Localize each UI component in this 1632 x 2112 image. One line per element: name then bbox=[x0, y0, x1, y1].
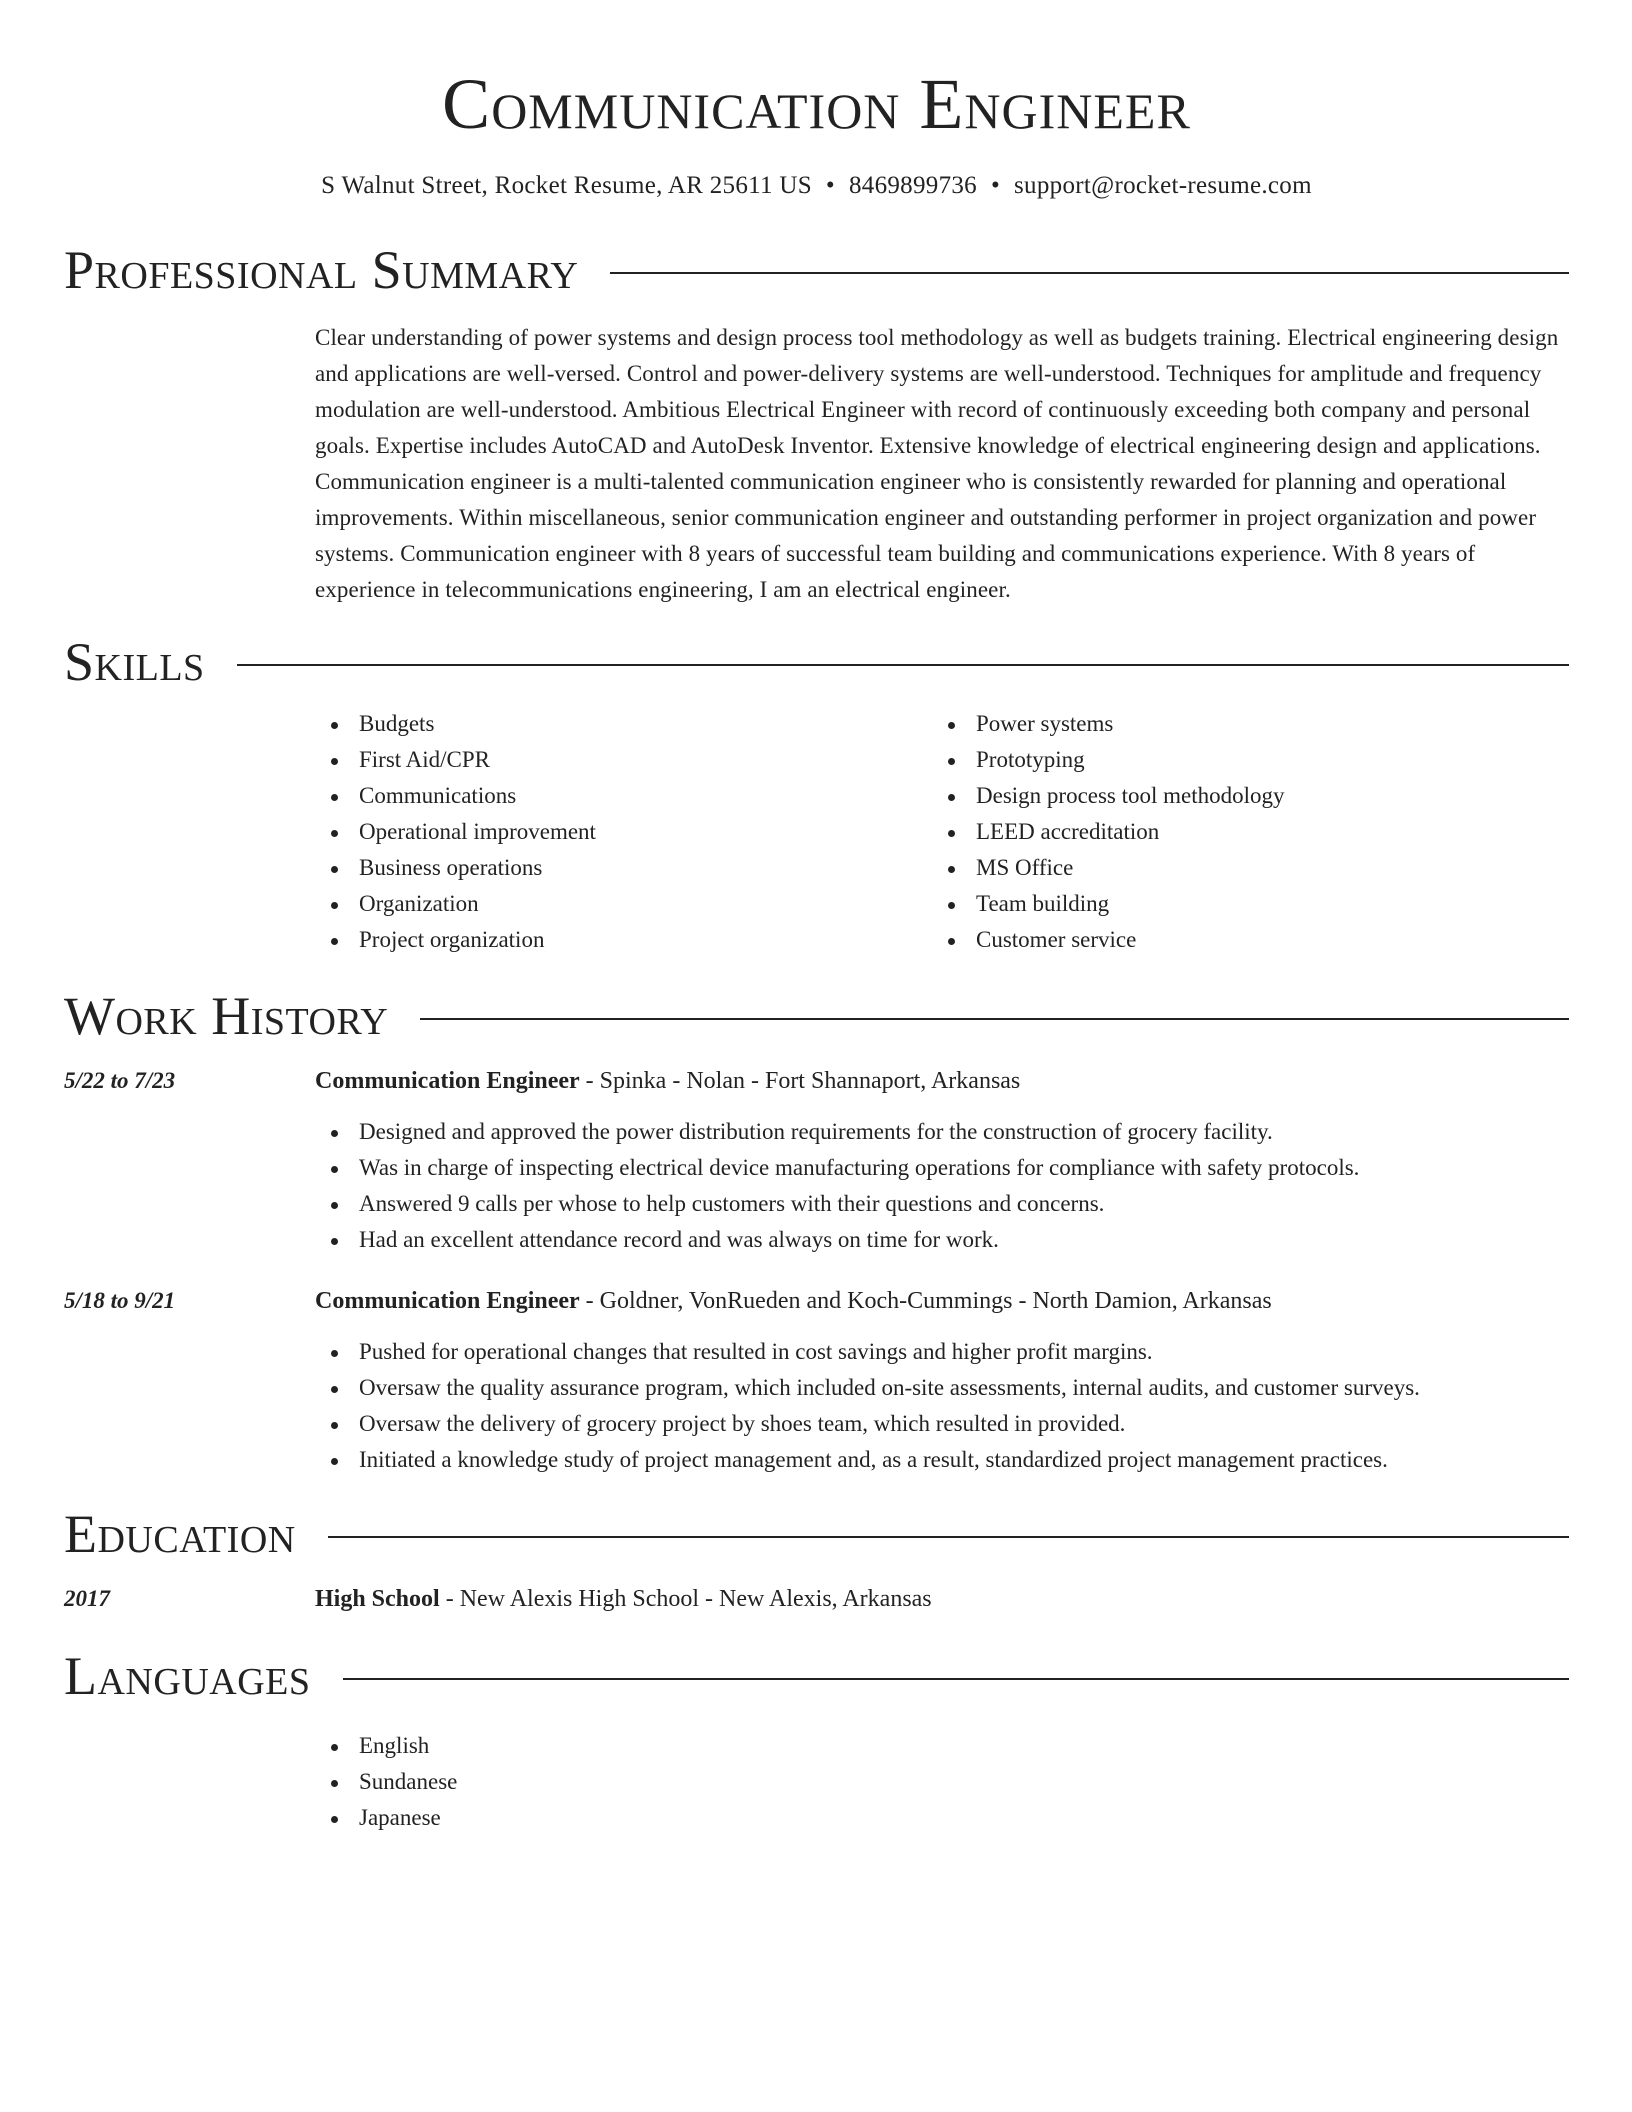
job-title-line bbox=[315, 1284, 1272, 1318]
job-role: Communication Engineer bbox=[315, 1288, 580, 1314]
job-bullet: Was in charge of inspecting electrical device manufacturing operations for compliance with safety protocols. bbox=[315, 1150, 1569, 1186]
skill-item: Power systems bbox=[932, 706, 1549, 742]
job-bullet: Answered 9 calls per whose to help customers with their questions and concerns. bbox=[315, 1186, 1569, 1222]
language-item: English bbox=[315, 1728, 1569, 1764]
skill-item: Operational improvement bbox=[315, 814, 932, 850]
skill-item: MS Office bbox=[932, 850, 1549, 886]
job-entry bbox=[64, 1064, 1569, 1258]
skill-item: Team building bbox=[932, 886, 1549, 922]
job-details: - Spinka - Nolan - Fort Shannaport, Arkansas bbox=[579, 1068, 1021, 1094]
contact-separator: • bbox=[990, 172, 1001, 199]
education-details: - New Alexis High School - New Alexis, Arkansas bbox=[439, 1586, 932, 1612]
language-item: Sundanese bbox=[315, 1764, 1569, 1800]
contact-address: S Walnut Street, Rocket Resume, AR 25611 US bbox=[321, 172, 812, 199]
summary-heading: Professional Summary bbox=[64, 240, 579, 300]
skill-item: Organization bbox=[315, 886, 932, 922]
languages-heading: Languages bbox=[64, 1646, 311, 1706]
skill-item: Communications bbox=[315, 778, 932, 814]
skill-item: Budgets bbox=[315, 706, 932, 742]
section-divider bbox=[328, 1536, 1569, 1538]
languages-list bbox=[315, 1728, 1569, 1836]
education-section-header bbox=[64, 1504, 1569, 1564]
work-heading: Work History bbox=[64, 986, 389, 1046]
job-title-line bbox=[315, 1064, 1020, 1098]
education-heading: Education bbox=[64, 1504, 296, 1564]
contact-email: support@rocket-resume.com bbox=[1014, 172, 1312, 199]
education-year: 2017 bbox=[64, 1586, 110, 1611]
contact-separator: • bbox=[825, 172, 835, 199]
education-title-line bbox=[315, 1582, 932, 1616]
skill-item: Prototyping bbox=[932, 742, 1549, 778]
job-bullet: Initiated a knowledge study of project management and, as a result, standardized project management practices. bbox=[315, 1442, 1569, 1478]
skills-section-header bbox=[64, 632, 1569, 692]
job-role: Communication Engineer bbox=[315, 1068, 580, 1094]
summary-section-header bbox=[64, 240, 1569, 300]
job-bullets bbox=[315, 1114, 1569, 1258]
section-divider bbox=[420, 1018, 1569, 1020]
summary-text: Clear understanding of power systems and design process tool methodology as well as budgets training. Electrical engineering design and applications are well-versed. Control and power-delivery systems are well-understood. Techniques for amplitude and frequency modulation are well-understood. Ambitious Electrical Engineer with record of continuously exceeding both company and personal goals. Expertise includes AutoCAD and AutoDesk Inventor. Extensive knowledge of electrical engineering design and applications. Communication engineer is a multi-talented communication engineer who is consistently rewarded for planning and operational improvements. Within miscellaneous, senior communication engineer and outstanding performer in project organization and power systems. Communication engineer with 8 years of successful team building and communications experience. With 8 years of experience in telecommunications engineering, I am an electrical engineer. bbox=[315, 325, 1559, 602]
job-dates: 5/18 to 9/21 bbox=[64, 1288, 176, 1313]
work-section-header bbox=[64, 986, 1569, 1046]
skills-column-left bbox=[315, 706, 932, 958]
skill-item: Business operations bbox=[315, 850, 932, 886]
contact-line bbox=[64, 170, 1569, 202]
job-bullet: Pushed for operational changes that resulted in cost savings and higher profit margins. bbox=[315, 1334, 1569, 1370]
job-dates: 5/22 to 7/23 bbox=[64, 1068, 176, 1093]
language-item: Japanese bbox=[315, 1800, 1569, 1836]
job-bullet: Oversaw the quality assurance program, which included on-site assessments, internal audits, and customer surveys. bbox=[315, 1370, 1569, 1406]
section-divider bbox=[610, 272, 1569, 274]
section-divider bbox=[237, 664, 1569, 666]
contact-phone: 8469899736 bbox=[848, 172, 977, 199]
job-bullet: Oversaw the delivery of grocery project by shoes team, which resulted in provided. bbox=[315, 1406, 1569, 1442]
job-entry bbox=[64, 1284, 1569, 1478]
education-entry bbox=[64, 1582, 1569, 1616]
job-bullets bbox=[315, 1334, 1569, 1478]
skills-heading: Skills bbox=[64, 632, 205, 692]
resume-page bbox=[64, 0, 1569, 1836]
skills-list bbox=[315, 706, 1569, 958]
skills-column-right bbox=[932, 706, 1549, 958]
job-details: - Goldner, VonRueden and Koch-Cummings - North Damion, Arkansas bbox=[579, 1288, 1272, 1314]
job-header bbox=[64, 1284, 1569, 1318]
skill-item: Design process tool methodology bbox=[932, 778, 1549, 814]
skill-item: First Aid/CPR bbox=[315, 742, 932, 778]
resume-name: Communication Engineer bbox=[442, 64, 1191, 144]
job-bullet: Had an excellent attendance record and was always on time for work. bbox=[315, 1222, 1569, 1258]
skill-item: Customer service bbox=[932, 922, 1549, 958]
section-divider bbox=[343, 1678, 1570, 1680]
skill-item: Project organization bbox=[315, 922, 932, 958]
job-bullet: Designed and approved the power distribution requirements for the construction of grocery facility. bbox=[315, 1114, 1569, 1150]
languages-section-header bbox=[64, 1646, 1569, 1706]
education-degree: High School bbox=[315, 1586, 440, 1612]
skill-item: LEED accreditation bbox=[932, 814, 1549, 850]
job-header bbox=[64, 1064, 1569, 1098]
